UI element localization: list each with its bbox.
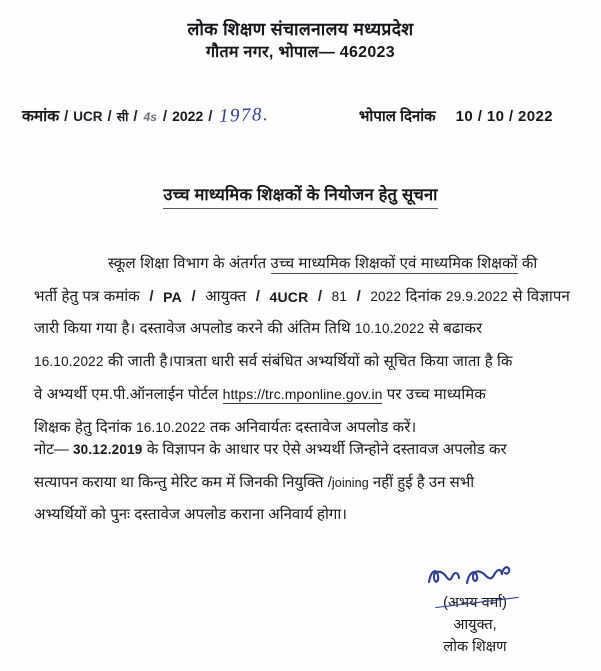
reference-handwritten-number: 1978. <box>219 104 271 127</box>
note-line-2-joining: joining <box>331 475 369 490</box>
body-line-2-pa: PA <box>163 288 182 305</box>
reference-faint-mark: 4s <box>143 110 157 124</box>
body-line-4-b: की जाती है।पात्रता धारी सर्व संबंधित अभ्यर्थियों को सूचित किया जाता है कि <box>103 352 513 370</box>
body-line-2-slash-4: / <box>317 287 323 305</box>
body-line-5-b: पर उच्च माध्यमिक <box>382 386 486 404</box>
reference-slash-5: / <box>208 108 213 125</box>
body-line-4 <box>34 346 570 379</box>
signature-strikethrough-icon <box>435 597 518 608</box>
note-line-2-a: सत्यापन कराया था किन्तु मेरिट कम में जिनकी नियुक्ति / <box>34 473 332 491</box>
reference-year: 2022 <box>172 108 204 124</box>
body-text <box>34 248 570 445</box>
reference-subcode: सी <box>116 110 129 124</box>
body-line-3-a: जारी किया गया है। दस्तावेज अपलोड करने की अंतिम तिथि <box>34 320 355 338</box>
body-line-1 <box>34 248 570 281</box>
body-line-3-c: से बढाकर <box>424 320 483 338</box>
reference-number-group <box>22 104 270 127</box>
letterhead-department-name: लोक शिक्षण संचालनालय मध्यप्रदेश <box>187 19 414 39</box>
signature-block <box>375 556 575 659</box>
body-line-3 <box>34 313 570 346</box>
reference-slash-1: / <box>64 108 69 125</box>
reference-row <box>0 104 601 138</box>
signatory-name: (अभय वर्मा) <box>441 592 509 612</box>
body-line-2-slash-1: / <box>149 287 154 305</box>
body-line-2-commissioner: आयुक्त <box>205 287 247 305</box>
subject-heading <box>0 182 601 209</box>
body-line-2-slash-2: / <box>191 287 196 305</box>
body-line-2-ucr: 4UCR <box>269 288 309 305</box>
body-line-6-date: 16.10.2022 <box>136 419 206 435</box>
body-line-2-date: 29.9.2022 <box>446 288 508 304</box>
handwritten-signature-icon <box>375 556 575 596</box>
note-line-3 <box>34 499 570 532</box>
body-line-3-date: 10.10.2022 <box>354 321 425 337</box>
body-line-2-year: 2022 <box>370 288 402 304</box>
signatory-department: लोक शिक्षण <box>443 639 507 656</box>
reference-code: UCR <box>73 109 103 124</box>
body-line-6-a: शिक्षक हेतु दिनांक <box>34 418 137 436</box>
reference-label: कमांक <box>22 108 60 125</box>
reference-slash-2: / <box>107 108 112 125</box>
reference-date: 10 / 10 / 2022 <box>455 108 553 125</box>
body-line-5-a: वे अभ्यर्थी एम.पी.ऑनलाईन पोर्टल <box>34 386 223 404</box>
body-line-2-serial: 81 <box>331 288 348 304</box>
note-line-3-text: अभ्यर्थियों को पुनः दस्तावेज अपलोड कराना अनिवार्य होगा। <box>34 506 347 524</box>
note-line-2-b: नहीं हुई है उन सभी <box>368 473 475 491</box>
body-line-1-tail: की <box>517 255 538 272</box>
body-line-1-underlined: उच्च माध्यमिक शिक्षकों एवं माध्यमिक शिक्षकों <box>270 255 518 272</box>
subject-text: उच्च माध्यमिक शिक्षकों के नियोजन हेतु सूचना <box>163 182 437 209</box>
body-line-2-slash-5: / <box>356 287 361 305</box>
reference-place: भोपाल दिनांक <box>358 108 436 125</box>
reference-place-date-group <box>359 106 579 126</box>
body-line-1-lead: स्कूल शिक्षा विभाग के अंतर्गत <box>108 255 271 272</box>
body-line-2-slash-3: / <box>255 287 261 305</box>
reference-slash-4: / <box>162 108 168 125</box>
note-line-1-text: के विज्ञापन के आधार पर ऐसे अभ्यर्थी जिन्होने दस्तावज अपलोड कर <box>142 441 507 458</box>
letterhead <box>0 0 601 64</box>
body-line-5 <box>34 378 570 412</box>
body-line-2 <box>34 281 570 314</box>
body-line-6-c: तक अनिवार्यतः दस्तावेज अपलोड करें। <box>205 418 417 436</box>
note-section <box>34 434 570 532</box>
reference-slash-3: / <box>133 108 138 125</box>
note-label: नोट— <box>34 441 69 458</box>
body-line-2-tail: से विज्ञापन <box>512 287 570 305</box>
letterhead-address: गौतम नगर, भोपाल— 462023 <box>206 43 395 61</box>
note-line-2 <box>34 467 570 500</box>
body-line-4-date: 16.10.2022 <box>34 353 104 369</box>
signatory-designation: आयुक्त, <box>453 617 497 633</box>
note-line-1-date: 30.12.2019 <box>72 442 143 457</box>
note-line-1 <box>34 434 570 467</box>
body-line-2-dinank: दिनांक <box>405 287 442 305</box>
portal-url[interactable]: https://trc.mponline.gov.in <box>222 386 383 403</box>
body-line-2-a: भर्ती हेतु पत्र कमांक <box>34 287 140 305</box>
